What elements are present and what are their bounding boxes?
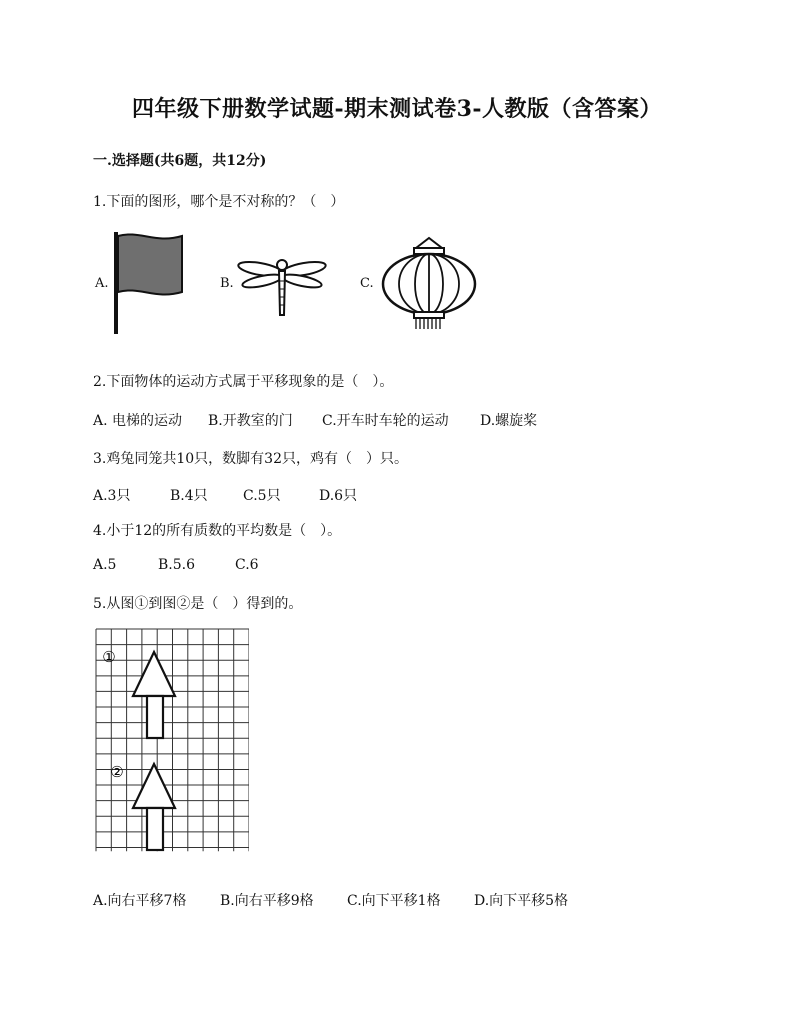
option-b: B.开教室的门 <box>208 413 293 429</box>
figure-label-a: A. <box>95 276 109 291</box>
grid-lines <box>96 629 249 851</box>
arrow-shape-2 <box>133 764 175 850</box>
option-b: B.4只 <box>170 488 208 504</box>
question-2: 2.下面物体的运动方式属于平移现象的是（ ）。 <box>93 374 394 390</box>
grid-marker-1: ① <box>102 648 116 666</box>
option-d: D.向下平移5格 <box>474 893 569 909</box>
question-3-options <box>93 485 357 505</box>
option-d: D.螺旋桨 <box>480 413 538 429</box>
option-b: B.5.6 <box>158 557 196 573</box>
option-c: C.向下平移1格 <box>347 893 441 909</box>
option-d: D.6只 <box>319 488 358 504</box>
option-a: A. 电梯的运动 <box>93 413 183 429</box>
grid-figure <box>95 628 249 852</box>
option-c: C.6 <box>235 557 259 573</box>
question-4-options <box>93 557 259 573</box>
option-b: B.向右平移9格 <box>220 893 314 909</box>
flag-icon <box>110 230 185 336</box>
page-title: 四年级下册数学试题-期末测试卷3-人教版（含答案） <box>131 96 663 122</box>
lantern-icon <box>380 236 478 332</box>
question-2-options <box>93 410 537 430</box>
dragonfly-icon <box>236 255 328 317</box>
option-c: C.5只 <box>243 488 281 504</box>
option-a: A.向右平移7格 <box>93 893 187 909</box>
figure-label-c: C. <box>360 276 374 291</box>
question-3: 3.鸡兔同笼共10只，数脚有32只，鸡有（ ）只。 <box>93 451 408 467</box>
grid-marker-2: ② <box>110 763 124 781</box>
section-heading: 一.选择题(共6题，共12分) <box>93 153 267 169</box>
option-a: A.5 <box>93 557 117 573</box>
option-a: A.3只 <box>93 488 131 504</box>
question-1: 1.下面的图形，哪个是不对称的？（ ） <box>93 194 345 210</box>
option-c: C.开车时车轮的运动 <box>322 413 449 429</box>
arrow-shape-1 <box>133 652 175 738</box>
question-4: 4.小于12的所有质数的平均数是（ ）。 <box>93 523 342 539</box>
figure-label-b: B. <box>220 276 234 291</box>
question-5-options <box>93 890 568 910</box>
question-5: 5.从图①到图②是（ ）得到的。 <box>93 596 303 612</box>
